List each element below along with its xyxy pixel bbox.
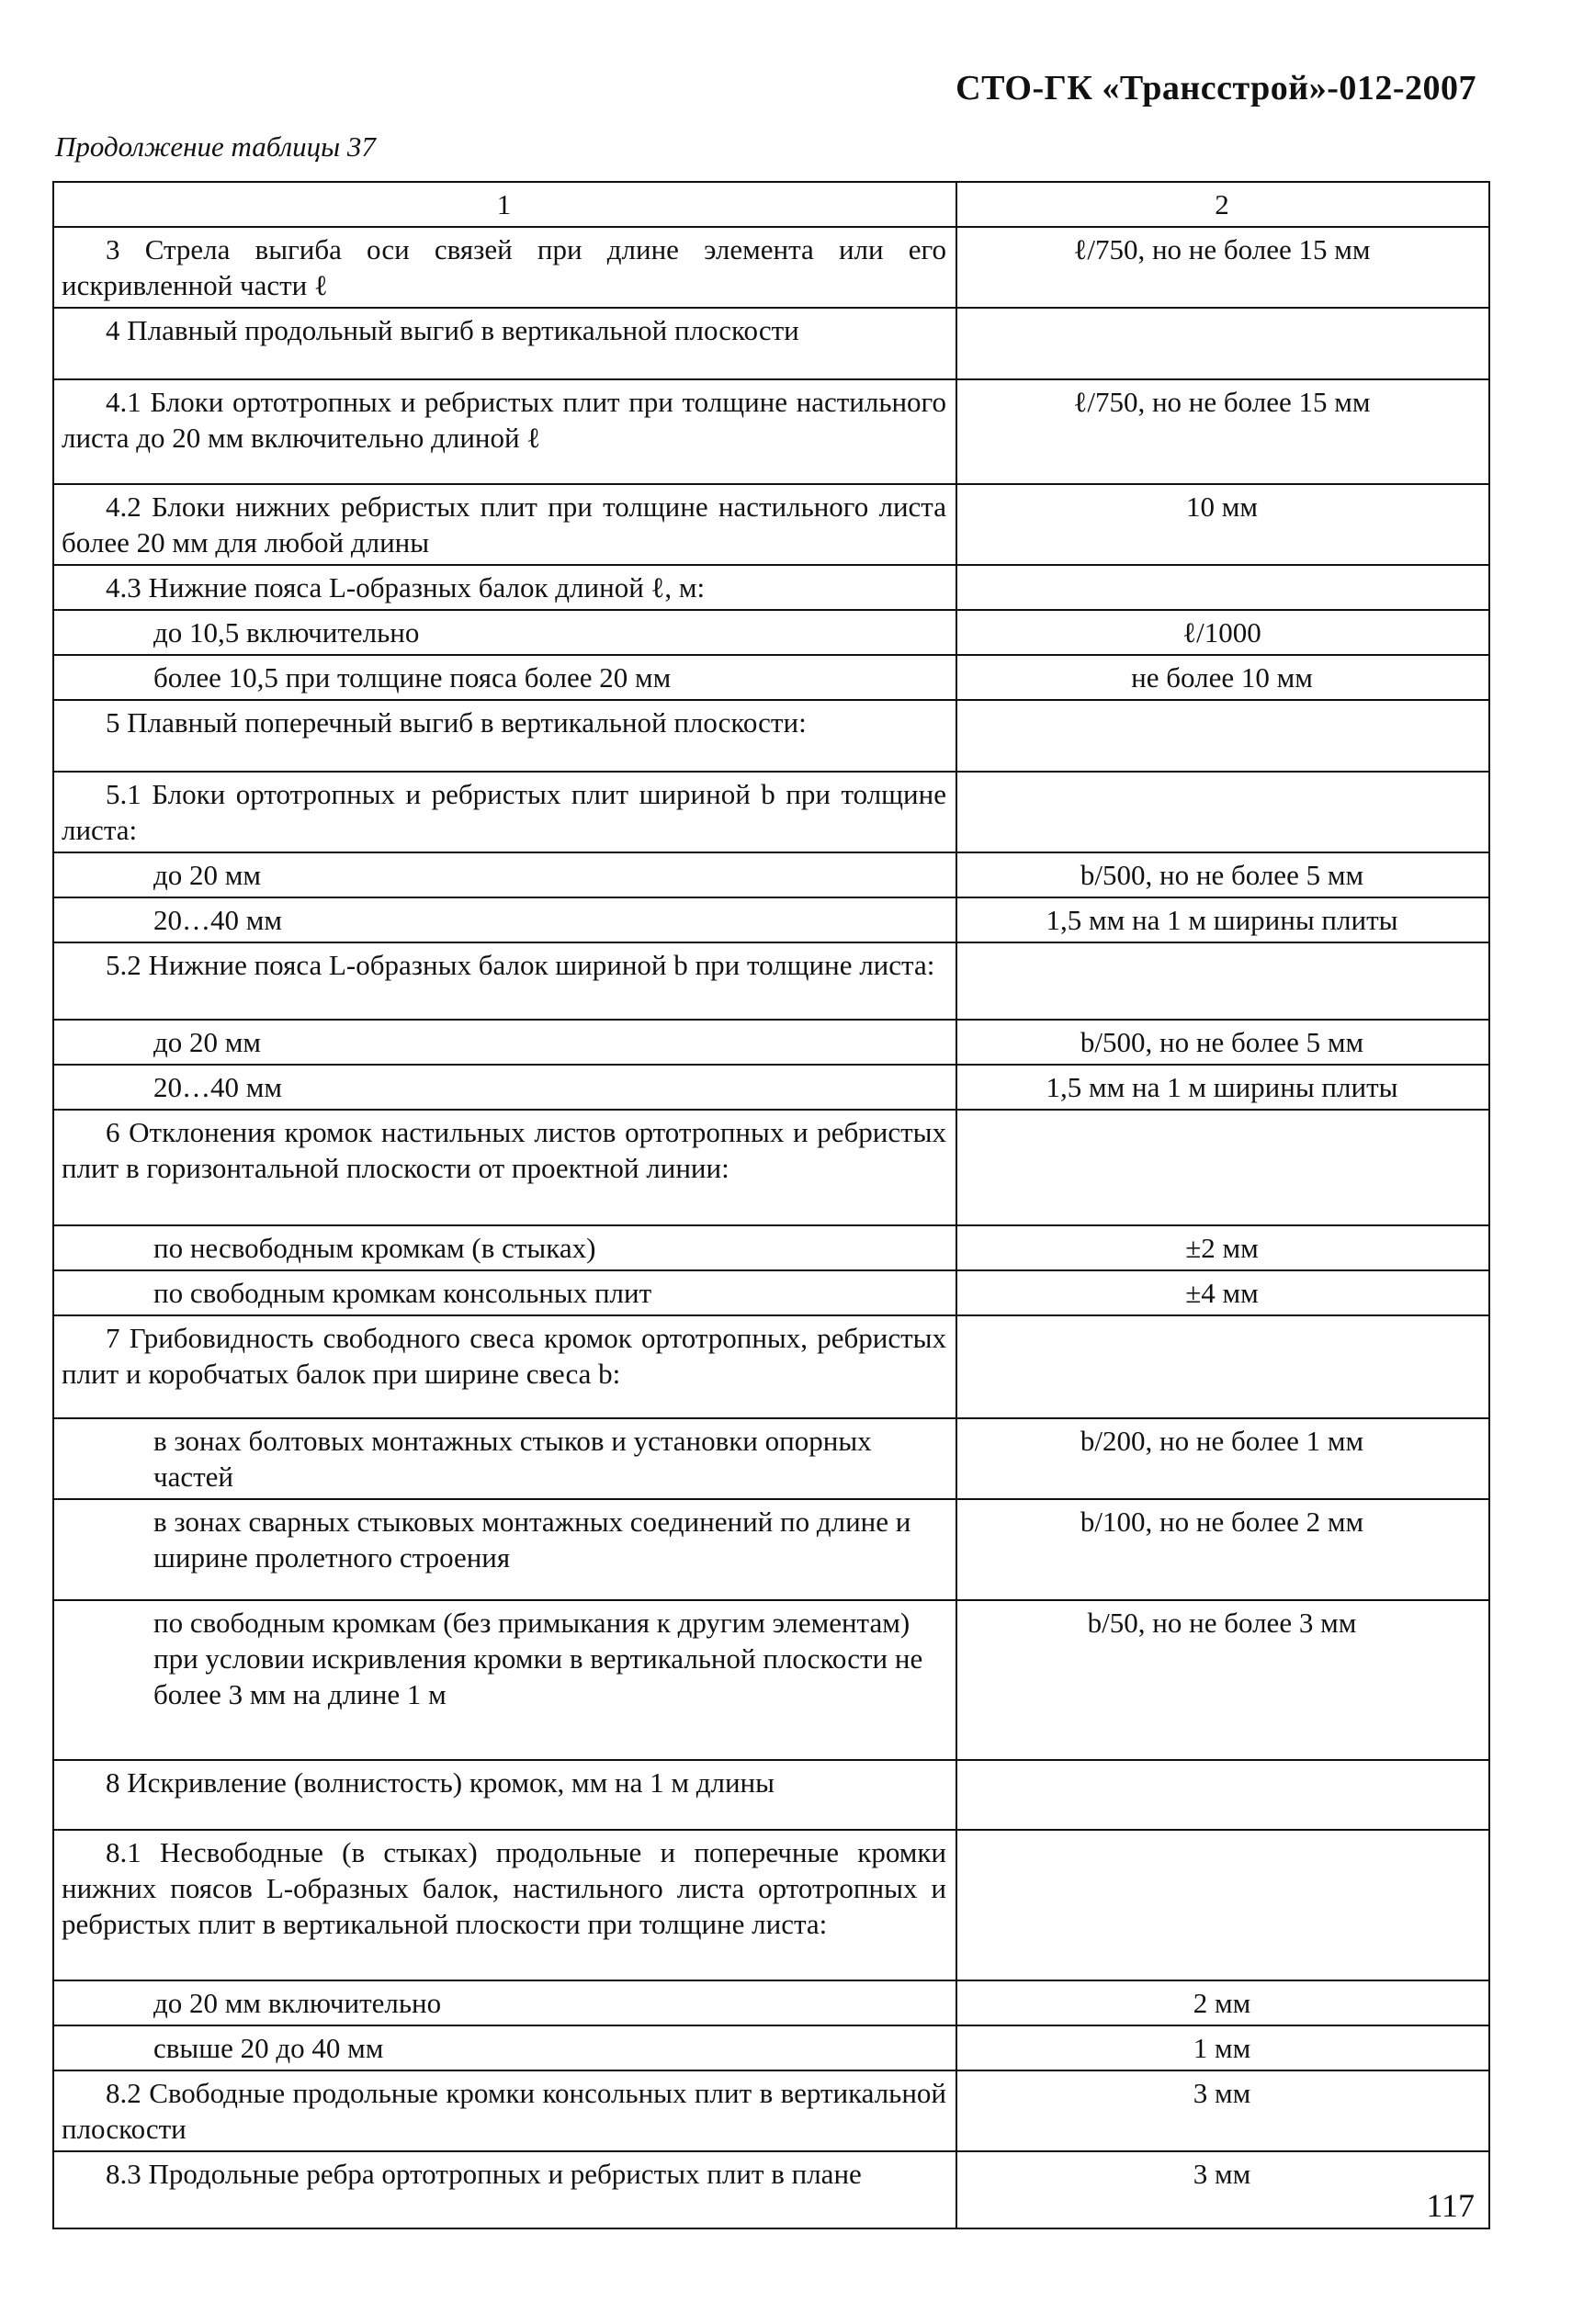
row-description: 20…40 мм (53, 1065, 956, 1110)
row-description: 3 Стрела выгиба оси связей при длине элемента или его искривленной части ℓ (53, 227, 956, 308)
row-description: свыше 20 до 40 мм (53, 2025, 956, 2070)
row-value: не более 10 мм (956, 655, 1489, 700)
table-row (53, 1065, 1489, 1110)
row-description: 8 Искривление (волнистость) кромок, мм на 1 м длины (53, 1760, 956, 1830)
row-value (956, 942, 1489, 1020)
row-value: 1 мм (956, 2025, 1489, 2070)
row-description: 8.1 Несвободные (в стыках) продольные и поперечные кромки нижних поясов L-образных балок, настильного листа ортотропных и ребристых плит в вертикальной плоскости при толщине листа: (53, 1830, 956, 1980)
row-value (956, 565, 1489, 610)
row-description: 4.3 Нижние пояса L-образных балок длиной ℓ, м: (53, 565, 956, 610)
row-description: 4.1 Блоки ортотропных и ребристых плит при толщине настильного листа до 20 мм включительно длиной ℓ (53, 379, 956, 484)
row-value (956, 1110, 1489, 1225)
table-row (53, 1600, 1489, 1760)
row-value: b/200, но не более 1 мм (956, 1418, 1489, 1499)
row-description: 5.1 Блоки ортотропных и ребристых плит шириной b при толщине листа: (53, 772, 956, 852)
table-row (53, 655, 1489, 700)
row-value: ℓ/750, но не более 15 мм (956, 227, 1489, 308)
row-value: 1,5 мм на 1 м ширины плиты (956, 897, 1489, 942)
table-row (53, 1830, 1489, 1980)
table-row (53, 1418, 1489, 1499)
table-row (53, 610, 1489, 655)
row-value (956, 308, 1489, 379)
table-row (53, 484, 1489, 565)
row-value: b/100, но не более 2 мм (956, 1499, 1489, 1600)
row-description: в зонах болтовых монтажных стыков и установки опорных частей (53, 1418, 956, 1499)
row-value (956, 1315, 1489, 1418)
row-description: до 20 мм (53, 1020, 956, 1065)
row-value: 1,5 мм на 1 м ширины плиты (956, 1065, 1489, 1110)
table-row (53, 227, 1489, 308)
table-row (53, 1980, 1489, 2025)
row-value: 2 мм (956, 1980, 1489, 2025)
table-row (53, 2025, 1489, 2070)
row-value: ±2 мм (956, 1225, 1489, 1270)
row-description: 5.2 Нижние пояса L-образных балок шириной b при толщине листа: (53, 942, 956, 1020)
row-description: по свободным кромкам консольных плит (53, 1270, 956, 1315)
table-row (53, 852, 1489, 897)
document-code: СТО-ГК «Трансстрой»-012-2007 (956, 69, 1476, 107)
table-row (53, 1499, 1489, 1600)
row-value: ±4 мм (956, 1270, 1489, 1315)
row-value: b/50, но не более 3 мм (956, 1600, 1489, 1760)
row-value: ℓ/1000 (956, 610, 1489, 655)
row-description: 20…40 мм (53, 897, 956, 942)
row-value: 3 мм (956, 2070, 1489, 2151)
tolerance-table (52, 181, 1490, 2229)
row-value: b/500, но не более 5 мм (956, 1020, 1489, 1065)
row-description: по свободным кромкам (без примыкания к другим элементам) при условии искривления кромки в вертикальной плоскости не более 3 мм на длине 1 м (53, 1600, 956, 1760)
table-row (53, 565, 1489, 610)
row-value (956, 1830, 1489, 1980)
row-description: 4.2 Блоки нижних ребристых плит при толщине настильного листа более 20 мм для любой длины (53, 484, 956, 565)
row-description: 6 Отклонения кромок настильных листов ортотропных и ребристых плит в горизонтальной плоскости от проектной линии: (53, 1110, 956, 1225)
column-header-2: 2 (956, 182, 1489, 227)
table-caption: Продолжение таблицы 37 (55, 130, 376, 163)
table-row (53, 1760, 1489, 1830)
table-row (53, 1225, 1489, 1270)
row-description: 8.2 Свободные продольные кромки консольных плит в вертикальной плоскости (53, 2070, 956, 2151)
row-value (956, 700, 1489, 772)
row-description: 4 Плавный продольный выгиб в вертикальной плоскости (53, 308, 956, 379)
table-row (53, 2151, 1489, 2228)
table-row (53, 772, 1489, 852)
row-value: 3 мм (956, 2151, 1489, 2228)
table-row (53, 2070, 1489, 2151)
row-value: b/500, но не более 5 мм (956, 852, 1489, 897)
table-row (53, 308, 1489, 379)
row-value: ℓ/750, но не более 15 мм (956, 379, 1489, 484)
page-number: 117 (1426, 2187, 1475, 2224)
row-description: до 20 мм включительно (53, 1980, 956, 2025)
row-description: более 10,5 при толщине пояса более 20 мм (53, 655, 956, 700)
table-row (53, 1315, 1489, 1418)
table-row (53, 1110, 1489, 1225)
column-header-1: 1 (53, 182, 956, 227)
table-row (53, 897, 1489, 942)
row-description: по несвободным кромкам (в стыках) (53, 1225, 956, 1270)
row-description: до 10,5 включительно (53, 610, 956, 655)
row-description: 5 Плавный поперечный выгиб в вертикальной плоскости: (53, 700, 956, 772)
table-row (53, 700, 1489, 772)
row-description: до 20 мм (53, 852, 956, 897)
row-description: в зонах сварных стыковых монтажных соединений по длине и ширине пролетного строения (53, 1499, 956, 1600)
table-row (53, 1270, 1489, 1315)
row-value (956, 1760, 1489, 1830)
row-value (956, 772, 1489, 852)
table-row (53, 379, 1489, 484)
row-value: 10 мм (956, 484, 1489, 565)
row-description: 8.3 Продольные ребра ортотропных и ребристых плит в плане (53, 2151, 956, 2228)
table-header-row (53, 182, 1489, 227)
row-description: 7 Грибовидность свободного свеса кромок ортотропных, ребристых плит и коробчатых балок при ширине свеса b: (53, 1315, 956, 1418)
table-row (53, 942, 1489, 1020)
table-row (53, 1020, 1489, 1065)
